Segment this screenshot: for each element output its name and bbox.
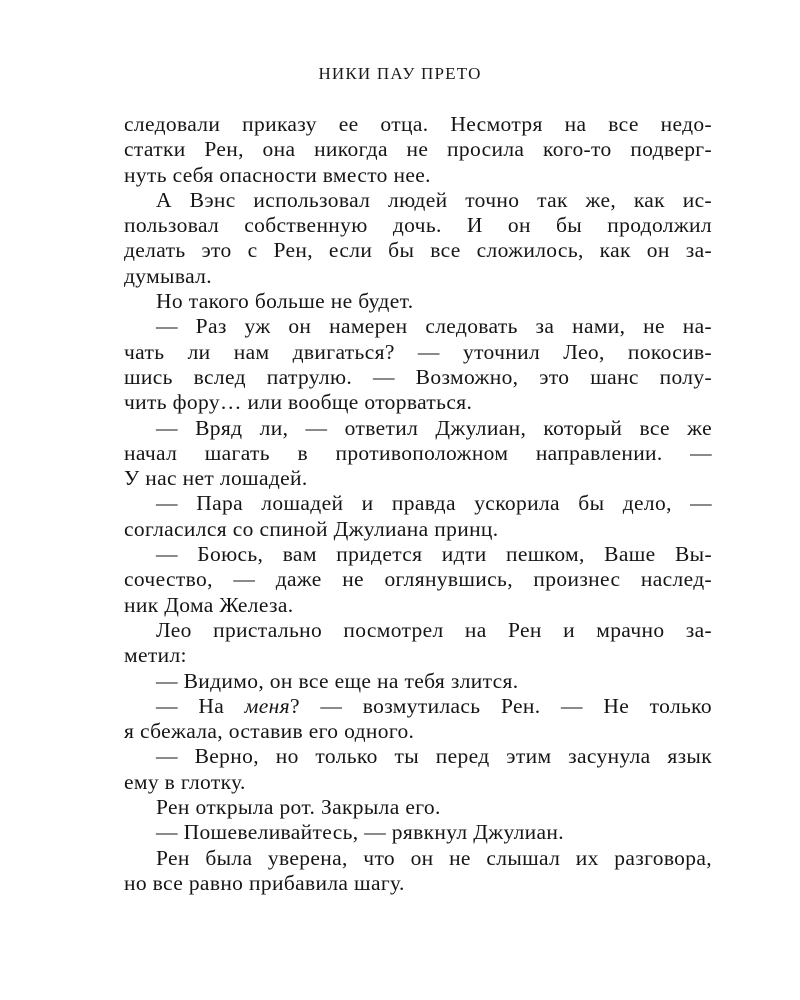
text-line: пользовал собственную дочь. И он бы продолжил bbox=[124, 213, 712, 238]
text-line: ник Дома Железа. bbox=[124, 592, 294, 617]
text-line: сочество, — даже не оглянувшись, произнес наслед- bbox=[124, 567, 712, 592]
text-line: ему в глотку. bbox=[124, 769, 246, 794]
text-line: — Боюсь, вам придется идти пешком, Ваше Вы- bbox=[156, 542, 712, 567]
text-line: чить фору… или вообще оторваться. bbox=[124, 390, 473, 415]
text-line: А Вэнс использовал людей точно так же, как ис- bbox=[156, 187, 712, 212]
text-line: Лео пристально посмотрел на Рен и мрачно за- bbox=[156, 617, 712, 642]
text-line: статки Рен, она никогда не просила кого-то подверг- bbox=[124, 137, 712, 162]
text-line: думывал. bbox=[124, 263, 212, 288]
text-segment: — На bbox=[156, 693, 245, 718]
text-segment: ? — возмутилась Рен. — Не только bbox=[290, 693, 712, 718]
text-line: Но такого больше не будет. bbox=[156, 289, 414, 314]
text-line: нуть себя опасности вместо нее. bbox=[124, 162, 431, 187]
text-line: — Пошевеливайтесь, — рявкнул Джулиан. bbox=[156, 820, 565, 845]
text-line: метил: bbox=[124, 643, 187, 668]
text-line: — Раз уж он намерен следовать за нами, не на- bbox=[156, 314, 712, 339]
text-line: я сбежала, оставив его одного. bbox=[124, 719, 415, 744]
text-line: следовали приказу ее отца. Несмотря на все недо- bbox=[124, 112, 712, 136]
text-line: — Верно, но только ты перед этим засунула язык bbox=[156, 744, 712, 769]
text-line: У нас нет лошадей. bbox=[124, 466, 308, 491]
text-line: Рен открыла рот. Закрыла его. bbox=[156, 795, 441, 820]
body-text bbox=[124, 112, 712, 896]
text-line: делать это с Рен, если бы все сложилось, как он за- bbox=[124, 238, 712, 263]
text-line: согласился со спиной Джулиана принц. bbox=[124, 516, 499, 541]
text-line-with-emphasis bbox=[124, 694, 712, 719]
emphasis-word: меня bbox=[244, 693, 290, 718]
text-line: — Видимо, он все еще на тебя злится. bbox=[156, 668, 519, 693]
text-line: шись вслед патрулю. — Возможно, это шанс полу- bbox=[124, 364, 712, 389]
text-line: — Вряд ли, — ответил Джулиан, который все же bbox=[156, 415, 712, 440]
text-line: — Пара лошадей и правда ускорила бы дело, — bbox=[156, 491, 712, 516]
text-line: чать ли нам двигаться? — уточнил Лео, покосив- bbox=[124, 339, 712, 364]
running-head-author: НИКИ ПАУ ПРЕТО bbox=[318, 64, 482, 83]
text-line: но все равно прибавила шагу. bbox=[124, 870, 405, 895]
text-line: Рен была уверена, что он не слышал их разговора, bbox=[156, 845, 712, 870]
text-line: начал шагать в противоположном направлении. — bbox=[124, 440, 712, 465]
